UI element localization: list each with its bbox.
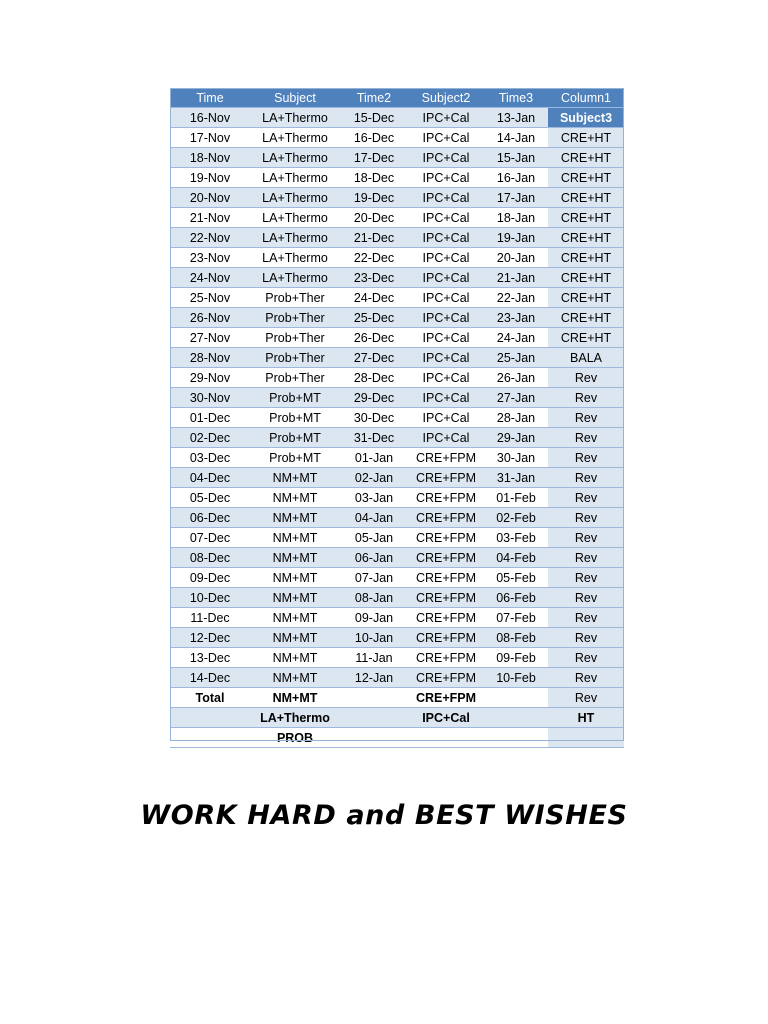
table-cell[interactable]: 25-Jan: [484, 348, 548, 368]
table-row: [170, 308, 624, 328]
table-cell[interactable]: 17-Dec: [340, 148, 408, 168]
table-cell[interactable]: IPC+Cal: [408, 308, 484, 328]
table-cell[interactable]: 25-Dec: [340, 308, 408, 328]
table-cell[interactable]: 16-Jan: [484, 168, 548, 188]
column-header[interactable]: Subject: [250, 88, 340, 108]
table-cell[interactable]: CRE+FPM: [408, 548, 484, 568]
table-row: [170, 528, 624, 548]
table-row: [170, 348, 624, 368]
table-cell[interactable]: CRE+HT: [548, 228, 624, 248]
table-cell[interactable]: 14-Dec: [170, 668, 250, 688]
table-cell[interactable]: LA+Thermo: [250, 248, 340, 268]
table-cell[interactable]: 10-Feb: [484, 668, 548, 688]
table-cell[interactable]: 17-Jan: [484, 188, 548, 208]
table-cell[interactable]: 27-Jan: [484, 388, 548, 408]
table-cell[interactable]: 23-Dec: [340, 268, 408, 288]
table-row: [170, 268, 624, 288]
table-cell[interactable]: IPC+Cal: [408, 368, 484, 388]
table-cell[interactable]: 02-Feb: [484, 508, 548, 528]
table-cell[interactable]: 20-Jan: [484, 248, 548, 268]
table-cell[interactable]: 08-Feb: [484, 628, 548, 648]
table-cell[interactable]: 08-Jan: [340, 588, 408, 608]
table-cell[interactable]: 02-Jan: [340, 468, 408, 488]
table-cell[interactable]: 23-Jan: [484, 308, 548, 328]
table-cell[interactable]: IPC+Cal: [408, 168, 484, 188]
table-cell[interactable]: 20-Nov: [170, 188, 250, 208]
table-cell[interactable]: Prob+MT: [250, 388, 340, 408]
table-cell[interactable]: IPC+Cal: [408, 108, 484, 128]
table-cell[interactable]: CRE+HT: [548, 248, 624, 268]
table-cell[interactable]: PROB: [250, 728, 340, 748]
table-cell[interactable]: 22-Jan: [484, 288, 548, 308]
table-cell[interactable]: Rev: [548, 628, 624, 648]
column-header[interactable]: Subject2: [408, 88, 484, 108]
table-cell[interactable]: 26-Nov: [170, 308, 250, 328]
table-cell[interactable]: 22-Nov: [170, 228, 250, 248]
table-cell[interactable]: 01-Dec: [170, 408, 250, 428]
table-cell[interactable]: LA+Thermo: [250, 128, 340, 148]
table-cell[interactable]: 01-Feb: [484, 488, 548, 508]
table-cell[interactable]: 29-Dec: [340, 388, 408, 408]
table-cell[interactable]: NM+MT: [250, 548, 340, 568]
table-cell[interactable]: 31-Jan: [484, 468, 548, 488]
table-cell[interactable]: CRE+HT: [548, 148, 624, 168]
table-cell[interactable]: 24-Dec: [340, 288, 408, 308]
table-cell[interactable]: Rev: [548, 668, 624, 688]
table-cell[interactable]: 28-Dec: [340, 368, 408, 388]
table-cell[interactable]: NM+MT: [250, 468, 340, 488]
table-row: [170, 228, 624, 248]
table-row: [170, 708, 624, 728]
table-cell[interactable]: CRE+HT: [548, 128, 624, 148]
table-cell[interactable]: IPC+Cal: [408, 228, 484, 248]
table-cell[interactable]: Prob+Ther: [250, 328, 340, 348]
table-cell[interactable]: NM+MT: [250, 668, 340, 688]
column-header[interactable]: Column1: [548, 88, 624, 108]
table-row: [170, 668, 624, 688]
table-cell[interactable]: 29-Nov: [170, 368, 250, 388]
table-cell[interactable]: 15-Jan: [484, 148, 548, 168]
table-cell[interactable]: 11-Dec: [170, 608, 250, 628]
table-cell[interactable]: CRE+FPM: [408, 488, 484, 508]
table-cell[interactable]: 17-Nov: [170, 128, 250, 148]
table-row: [170, 448, 624, 468]
table-row: [170, 208, 624, 228]
table-cell[interactable]: IPC+Cal: [408, 248, 484, 268]
table-cell[interactable]: 05-Jan: [340, 528, 408, 548]
table-cell[interactable]: Prob+Ther: [250, 368, 340, 388]
table-cell[interactable]: 28-Jan: [484, 408, 548, 428]
table-cell[interactable]: [408, 728, 484, 748]
table-cell[interactable]: 28-Nov: [170, 348, 250, 368]
table-cell[interactable]: 03-Jan: [340, 488, 408, 508]
table-cell[interactable]: Rev: [548, 428, 624, 448]
table-cell[interactable]: IPC+Cal: [408, 148, 484, 168]
table-cell[interactable]: IPC+Cal: [408, 708, 484, 728]
column-header[interactable]: Time3: [484, 88, 548, 108]
table-cell[interactable]: CRE+HT: [548, 268, 624, 288]
table-cell[interactable]: 12-Dec: [170, 628, 250, 648]
table-cell[interactable]: CRE+FPM: [408, 688, 484, 708]
table-cell[interactable]: CRE+FPM: [408, 508, 484, 528]
table-cell[interactable]: 05-Dec: [170, 488, 250, 508]
table-body: [170, 108, 624, 748]
table-cell[interactable]: 22-Dec: [340, 248, 408, 268]
table-cell[interactable]: 18-Jan: [484, 208, 548, 228]
table-cell[interactable]: Rev: [548, 468, 624, 488]
table-cell[interactable]: 04-Jan: [340, 508, 408, 528]
table-cell[interactable]: 08-Dec: [170, 548, 250, 568]
table-cell[interactable]: CRE+FPM: [408, 528, 484, 548]
table-cell[interactable]: 14-Jan: [484, 128, 548, 148]
table-cell[interactable]: 06-Feb: [484, 588, 548, 608]
table-cell[interactable]: BALA: [548, 348, 624, 368]
table-cell[interactable]: 30-Nov: [170, 388, 250, 408]
table-cell[interactable]: 23-Nov: [170, 248, 250, 268]
table-row: [170, 128, 624, 148]
table-cell[interactable]: IPC+Cal: [408, 328, 484, 348]
table-cell[interactable]: 20-Dec: [340, 208, 408, 228]
table-cell[interactable]: 07-Feb: [484, 608, 548, 628]
table-cell[interactable]: 24-Nov: [170, 268, 250, 288]
table-cell[interactable]: IPC+Cal: [408, 288, 484, 308]
table-cell[interactable]: Rev: [548, 688, 624, 708]
table-cell[interactable]: IPC+Cal: [408, 208, 484, 228]
table-cell[interactable]: 06-Dec: [170, 508, 250, 528]
table-cell[interactable]: Prob+Ther: [250, 288, 340, 308]
table-cell[interactable]: NM+MT: [250, 688, 340, 708]
table-cell[interactable]: NM+MT: [250, 528, 340, 548]
table-row: [170, 428, 624, 448]
table-cell[interactable]: CRE+HT: [548, 328, 624, 348]
table-cell[interactable]: LA+Thermo: [250, 188, 340, 208]
table-cell[interactable]: CRE+FPM: [408, 648, 484, 668]
table-cell[interactable]: 13-Jan: [484, 108, 548, 128]
table-cell[interactable]: Rev: [548, 528, 624, 548]
table-cell[interactable]: LA+Thermo: [250, 268, 340, 288]
table-cell[interactable]: 21-Nov: [170, 208, 250, 228]
table-row: [170, 628, 624, 648]
table-row: [170, 468, 624, 488]
table-cell[interactable]: IPC+Cal: [408, 408, 484, 428]
table-cell[interactable]: 03-Feb: [484, 528, 548, 548]
table-row: [170, 288, 624, 308]
table-row: [170, 548, 624, 568]
table-row: [170, 488, 624, 508]
table-cell[interactable]: 15-Dec: [340, 108, 408, 128]
table-cell[interactable]: Rev: [548, 648, 624, 668]
table-cell[interactable]: LA+Thermo: [250, 148, 340, 168]
table-row: [170, 588, 624, 608]
table-row: [170, 168, 624, 188]
table-cell[interactable]: 21-Dec: [340, 228, 408, 248]
table-cell[interactable]: Total: [170, 688, 250, 708]
table-cell[interactable]: 06-Jan: [340, 548, 408, 568]
table-cell[interactable]: Rev: [548, 448, 624, 468]
table-cell[interactable]: CRE+HT: [548, 208, 624, 228]
table-cell[interactable]: IPC+Cal: [408, 268, 484, 288]
table-cell[interactable]: Rev: [548, 588, 624, 608]
table-cell[interactable]: 11-Jan: [340, 648, 408, 668]
table-cell[interactable]: IPC+Cal: [408, 348, 484, 368]
table-cell[interactable]: LA+Thermo: [250, 108, 340, 128]
table-cell[interactable]: 04-Dec: [170, 468, 250, 488]
table-cell[interactable]: NM+MT: [250, 508, 340, 528]
table-cell[interactable]: Rev: [548, 408, 624, 428]
table-cell[interactable]: Prob+MT: [250, 428, 340, 448]
table-cell[interactable]: 18-Dec: [340, 168, 408, 188]
table-cell[interactable]: 29-Jan: [484, 428, 548, 448]
table-cell[interactable]: LA+Thermo: [250, 708, 340, 728]
table-row: [170, 648, 624, 668]
table-cell[interactable]: Prob+Ther: [250, 308, 340, 328]
table-cell[interactable]: [340, 728, 408, 748]
table-row: [170, 368, 624, 388]
table-cell[interactable]: [170, 728, 250, 748]
table-cell[interactable]: CRE+FPM: [408, 588, 484, 608]
column-header[interactable]: Time2: [340, 88, 408, 108]
table-cell[interactable]: CRE+FPM: [408, 628, 484, 648]
table-cell[interactable]: Rev: [548, 548, 624, 568]
table-row: [170, 248, 624, 268]
table-row: [170, 108, 624, 128]
table-cell[interactable]: Rev: [548, 368, 624, 388]
table-cell[interactable]: 05-Feb: [484, 568, 548, 588]
table-cell[interactable]: NM+MT: [250, 568, 340, 588]
table-row: [170, 408, 624, 428]
table-cell[interactable]: NM+MT: [250, 648, 340, 668]
table-cell[interactable]: Rev: [548, 388, 624, 408]
table-cell[interactable]: 16-Dec: [340, 128, 408, 148]
table-cell[interactable]: LA+Thermo: [250, 228, 340, 248]
table-cell[interactable]: CRE+HT: [548, 168, 624, 188]
table-header-row: [170, 88, 624, 108]
table-cell[interactable]: [484, 688, 548, 708]
table-cell[interactable]: [548, 728, 624, 748]
table-cell[interactable]: 19-Jan: [484, 228, 548, 248]
table-cell[interactable]: 04-Feb: [484, 548, 548, 568]
table-row: [170, 608, 624, 628]
table-cell[interactable]: CRE+FPM: [408, 568, 484, 588]
table-cell[interactable]: Prob+MT: [250, 408, 340, 428]
table-cell[interactable]: 07-Dec: [170, 528, 250, 548]
table-cell[interactable]: 26-Dec: [340, 328, 408, 348]
table-cell[interactable]: CRE+FPM: [408, 668, 484, 688]
table-row: [170, 508, 624, 528]
table-cell[interactable]: [170, 708, 250, 728]
table-cell[interactable]: [484, 728, 548, 748]
table-cell[interactable]: 31-Dec: [340, 428, 408, 448]
table-cell[interactable]: [340, 688, 408, 708]
table-cell[interactable]: NM+MT: [250, 628, 340, 648]
table-cell[interactable]: 12-Jan: [340, 668, 408, 688]
table-cell[interactable]: [340, 708, 408, 728]
schedule-table: [170, 88, 624, 748]
table-cell[interactable]: 07-Jan: [340, 568, 408, 588]
table-cell[interactable]: Prob+Ther: [250, 348, 340, 368]
table-cell[interactable]: Rev: [548, 488, 624, 508]
table-row: [170, 388, 624, 408]
table-cell[interactable]: IPC+Cal: [408, 188, 484, 208]
table-cell[interactable]: 19-Dec: [340, 188, 408, 208]
table-cell[interactable]: 09-Jan: [340, 608, 408, 628]
table-cell[interactable]: Rev: [548, 568, 624, 588]
table-cell[interactable]: IPC+Cal: [408, 428, 484, 448]
column-header[interactable]: Time: [170, 88, 250, 108]
table-cell[interactable]: 27-Dec: [340, 348, 408, 368]
table-cell[interactable]: 25-Nov: [170, 288, 250, 308]
table-cell[interactable]: Subject3: [548, 108, 624, 128]
table-cell[interactable]: 21-Jan: [484, 268, 548, 288]
table-cell[interactable]: IPC+Cal: [408, 388, 484, 408]
table-row: [170, 328, 624, 348]
table-cell[interactable]: CRE+HT: [548, 308, 624, 328]
table-cell[interactable]: IPC+Cal: [408, 128, 484, 148]
table-cell[interactable]: CRE+HT: [548, 288, 624, 308]
table-cell[interactable]: [484, 708, 548, 728]
table-cell[interactable]: HT: [548, 708, 624, 728]
table-cell[interactable]: 18-Nov: [170, 148, 250, 168]
table-cell[interactable]: NM+MT: [250, 608, 340, 628]
table-cell[interactable]: CRE+FPM: [408, 608, 484, 628]
table-cell[interactable]: 27-Nov: [170, 328, 250, 348]
table-cell[interactable]: CRE+FPM: [408, 468, 484, 488]
table-cell[interactable]: 01-Jan: [340, 448, 408, 468]
table-cell[interactable]: CRE+FPM: [408, 448, 484, 468]
table-cell[interactable]: Rev: [548, 508, 624, 528]
table-cell[interactable]: 24-Jan: [484, 328, 548, 348]
table-row: [170, 568, 624, 588]
table-cell[interactable]: Prob+MT: [250, 448, 340, 468]
table-cell[interactable]: 09-Dec: [170, 568, 250, 588]
table-cell[interactable]: LA+Thermo: [250, 208, 340, 228]
table-row: [170, 148, 624, 168]
slogan-text: WORK HARD and BEST WISHES: [140, 800, 628, 831]
table-cell[interactable]: 26-Jan: [484, 368, 548, 388]
table-cell[interactable]: 03-Dec: [170, 448, 250, 468]
table-cell[interactable]: 19-Nov: [170, 168, 250, 188]
table-cell[interactable]: NM+MT: [250, 588, 340, 608]
table-row: [170, 728, 624, 748]
table-cell[interactable]: 10-Jan: [340, 628, 408, 648]
table-cell[interactable]: Rev: [548, 608, 624, 628]
table-cell[interactable]: 02-Dec: [170, 428, 250, 448]
table-cell[interactable]: 30-Jan: [484, 448, 548, 468]
table-cell[interactable]: LA+Thermo: [250, 168, 340, 188]
table-row: [170, 688, 624, 708]
table-cell[interactable]: 10-Dec: [170, 588, 250, 608]
table-cell[interactable]: 09-Feb: [484, 648, 548, 668]
table-cell[interactable]: 13-Dec: [170, 648, 250, 668]
table-cell[interactable]: 30-Dec: [340, 408, 408, 428]
table-cell[interactable]: NM+MT: [250, 488, 340, 508]
table-cell[interactable]: CRE+HT: [548, 188, 624, 208]
table-cell[interactable]: 16-Nov: [170, 108, 250, 128]
table-row: [170, 188, 624, 208]
